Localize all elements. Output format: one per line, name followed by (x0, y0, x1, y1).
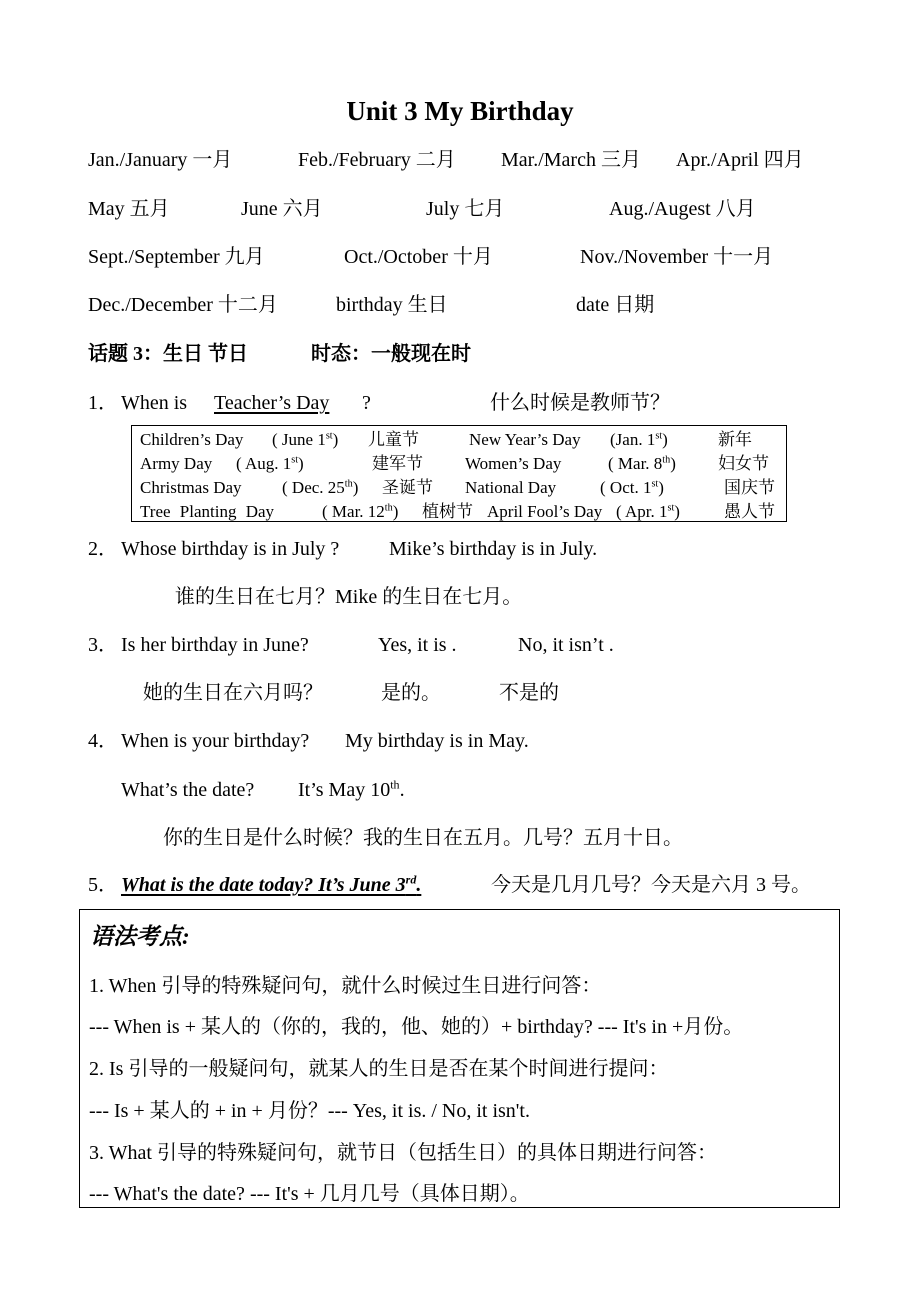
holiday-date: ( Apr. 1st) (616, 502, 680, 521)
q4-date-answer: It’s May 10th. (298, 777, 405, 801)
holiday-name: Children’s Day (140, 430, 244, 449)
q4-number: 4． (88, 730, 118, 752)
holiday-chinese: 植树节 (422, 502, 473, 521)
holiday-date: ( Mar. 12th) (322, 502, 399, 521)
holiday-date: (Jan. 1st) (610, 430, 668, 449)
grammar-title: 语法考点: (90, 924, 190, 949)
grammar-line: 3. What 引导的特殊疑问句，就节日（包括生日）的具体日期进行问答： (89, 1142, 717, 1164)
q2-question: Whose birthday is in July ? (121, 538, 340, 560)
q5-english: What is the date today? It’s June 3rd. (121, 872, 422, 896)
q2-number: 2． (88, 538, 118, 560)
holiday-name: Christmas Day (140, 478, 242, 497)
month-dec: Dec./December 十二月 (88, 294, 278, 316)
q4-answer: My birthday is in May. (345, 730, 529, 752)
vocab-date: date 日期 (576, 294, 655, 316)
q1-question-start: When is (121, 392, 188, 414)
holiday-chinese: 儿童节 (368, 430, 419, 449)
q1-number: 1． (88, 392, 118, 414)
q3-number: 3． (88, 634, 118, 656)
month-mar: Mar./March 三月 (501, 149, 641, 171)
holiday-date: ( Mar. 8th) (608, 454, 676, 473)
month-oct: Oct./October 十月 (344, 246, 493, 268)
month-feb: Feb./February 二月 (298, 149, 456, 171)
topic-heading: 话题 3：生日 节日 (88, 343, 248, 365)
grammar-line: 2. Is 引导的一般疑问句，就某人的生日是否在某个时间进行提问： (89, 1058, 669, 1080)
q1-chinese: 什么时候是教师节？ (490, 392, 670, 414)
q3-question: Is her birthday in June? (121, 634, 309, 656)
q1-question-mark: ? (362, 392, 371, 414)
holiday-chinese: 新年 (718, 430, 752, 449)
q3-yes: Yes, it is . (378, 634, 457, 656)
holidays-table (131, 425, 787, 522)
holiday-name: New Year’s Day (469, 430, 581, 449)
q5-number: 5． (88, 874, 118, 896)
grammar-line: --- Is + 某人的 + in + 月份？--- Yes, it is. / No, it isn't. (89, 1100, 530, 1122)
month-may: May 五月 (88, 198, 170, 220)
holiday-name: Women’s Day (465, 454, 562, 473)
q2-chinese: 谁的生日在七月？Mike 的生日在七月。 (175, 586, 523, 608)
q5-chinese: 今天是几月几号？今天是六月 3 号。 (491, 874, 811, 896)
holiday-name: Tree Planting Day (140, 502, 275, 521)
grammar-points-box (79, 909, 840, 1208)
month-jun: June 六月 (241, 198, 323, 220)
q4-chinese: 你的生日是什么时候？我的生日在五月。几号？五月十日。 (163, 827, 683, 849)
holiday-name: National Day (465, 478, 557, 497)
holiday-chinese: 愚人节 (724, 502, 775, 521)
month-sep: Sept./September 九月 (88, 246, 265, 268)
holiday-date: ( June 1st) (272, 430, 339, 449)
holiday-chinese: 圣诞节 (382, 478, 433, 497)
month-apr: Apr./April 四月 (676, 149, 804, 171)
vocab-birthday: birthday 生日 (336, 294, 448, 316)
q2-answer: Mike’s birthday is in July. (389, 538, 598, 560)
q3-chinese-no: 不是的 (499, 682, 559, 704)
grammar-line: --- What's the date? --- It's + 几月几号（具体日期）。 (89, 1183, 530, 1205)
holiday-name: Army Day (140, 454, 213, 473)
page-title: Unit 3 My Birthday (346, 96, 574, 126)
q3-chinese-yes: 是的。 (381, 682, 441, 704)
q3-no: No, it isn’t . (518, 634, 614, 656)
month-aug: Aug./Augest 八月 (609, 198, 756, 220)
holiday-date: ( Aug. 1st) (236, 454, 304, 473)
month-jan: Jan./January 一月 (88, 149, 233, 171)
holiday-chinese: 建军节 (372, 454, 423, 473)
month-nov: Nov./November 十一月 (580, 246, 774, 268)
grammar-line: --- When is + 某人的（你的，我的，他、她的）+ birthday? --- It's in +月份。 (89, 1016, 744, 1038)
month-jul: July 七月 (426, 198, 505, 220)
holiday-chinese: 妇女节 (718, 454, 769, 473)
holiday-name: April Fool’s Day (487, 502, 603, 521)
q3-chinese-question: 她的生日在六月吗？ (143, 682, 323, 704)
holiday-date: ( Oct. 1st) (600, 478, 664, 497)
q4-date-question: What’s the date? (121, 779, 255, 801)
holiday-date: ( Dec. 25th) (282, 478, 359, 497)
grammar-line: 1. When 引导的特殊疑问句，就什么时候过生日进行问答： (89, 975, 602, 997)
q1-blank-answer: Teacher’s Day (214, 392, 330, 414)
tense-heading: 时态：一般现在时 (311, 343, 471, 365)
holiday-chinese: 国庆节 (724, 478, 775, 497)
q4-question: When is your birthday? (121, 730, 310, 752)
